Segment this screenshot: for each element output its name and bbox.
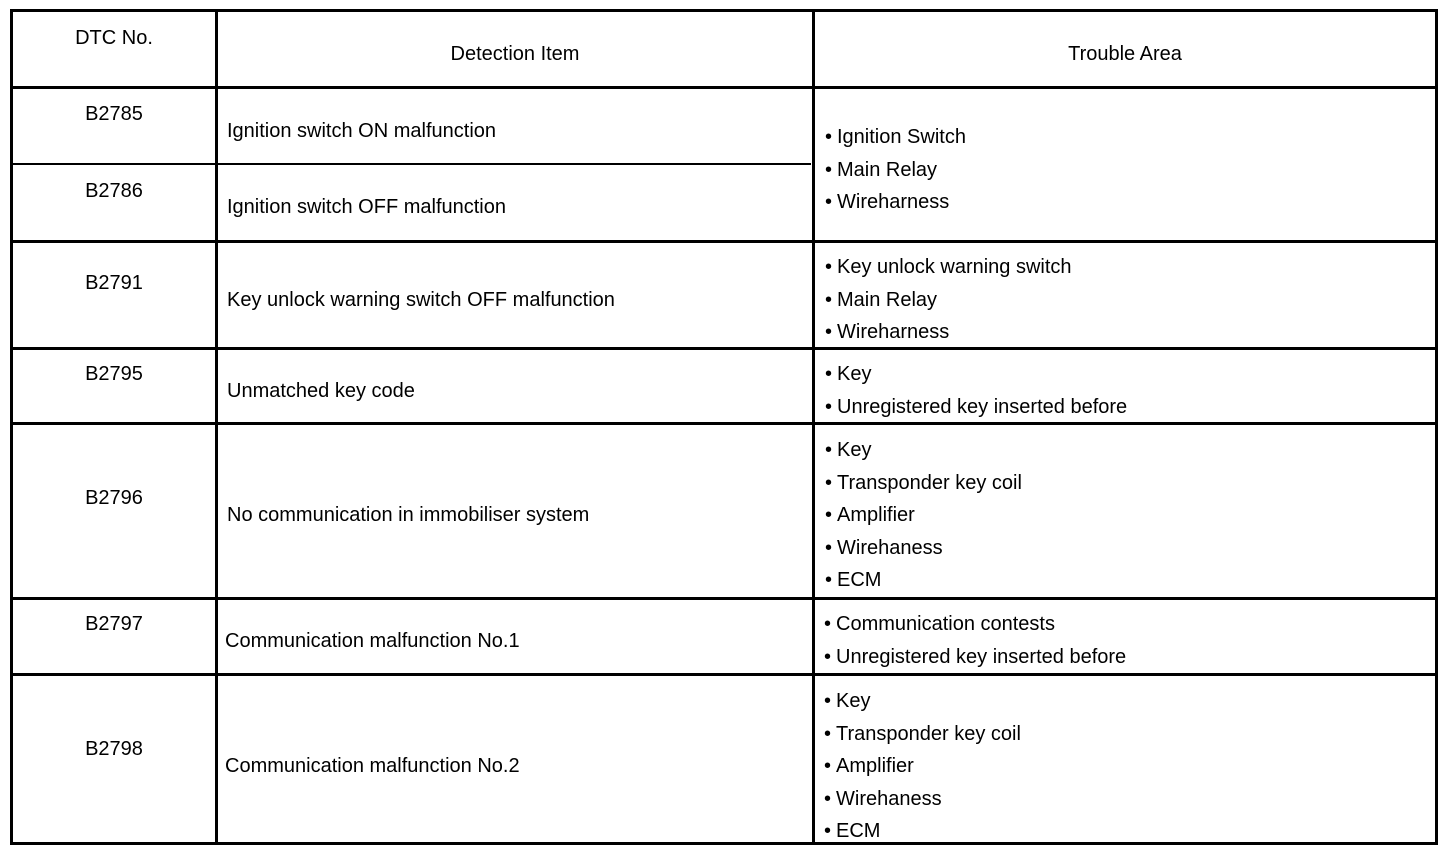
- detection-item: No communication in immobiliser system: [227, 504, 590, 526]
- detection-item: Communication malfunction No.1: [225, 630, 520, 652]
- dtc-code: B2791: [85, 272, 143, 294]
- trouble-area-item: • Wirehaness: [825, 532, 1022, 565]
- dtc-code: B2786: [85, 180, 143, 202]
- row-divider: [13, 163, 811, 165]
- trouble-area-item: • Communication contests: [824, 608, 1126, 641]
- dtc-table: [10, 9, 1438, 845]
- dtc-code: B2798: [85, 738, 143, 760]
- trouble-area-list: [825, 434, 1022, 597]
- trouble-area-item: • Unregistered key inserted before: [824, 641, 1126, 674]
- header-divider: [13, 86, 1435, 89]
- detection-item: Ignition switch ON malfunction: [227, 120, 497, 142]
- trouble-area-list: [825, 251, 1072, 349]
- row-divider: [13, 422, 1435, 425]
- trouble-area-item: • Unregistered key inserted before: [825, 391, 1127, 424]
- trouble-area-item: • ECM: [825, 564, 1022, 597]
- detection-item: Key unlock warning switch OFF malfunction: [227, 289, 615, 311]
- trouble-area-item: • Ignition Switch: [825, 121, 966, 154]
- trouble-area-item: • Amplifier: [825, 499, 1022, 532]
- trouble-area-item: • Key: [825, 434, 1022, 467]
- header-trouble-area: Trouble Area: [1068, 43, 1182, 65]
- trouble-area-list: [824, 608, 1126, 673]
- trouble-area-item: • ECM: [824, 815, 1021, 848]
- trouble-area-item: • Wireharness: [825, 316, 1072, 349]
- trouble-area-list: [825, 121, 966, 219]
- trouble-area-list: [825, 358, 1127, 423]
- header-detection-item: Detection Item: [450, 43, 580, 65]
- detection-item: Ignition switch OFF malfunction: [227, 196, 506, 218]
- dtc-code: B2795: [85, 363, 143, 385]
- dtc-code: B2797: [85, 613, 143, 635]
- header-dtc-no: DTC No.: [75, 27, 153, 49]
- detection-item: Communication malfunction No.2: [225, 755, 520, 777]
- row-divider: [13, 347, 1435, 350]
- trouble-area-item: • Main Relay: [825, 284, 1072, 317]
- row-divider: [13, 597, 1435, 600]
- row-divider: [13, 240, 1435, 243]
- column-divider: [812, 12, 815, 842]
- trouble-area-list: [824, 685, 1021, 848]
- column-divider: [215, 12, 218, 842]
- dtc-code: B2785: [85, 103, 143, 125]
- trouble-area-item: • Wireharness: [825, 186, 966, 219]
- detection-item: Unmatched key code: [227, 380, 415, 402]
- trouble-area-item: • Wirehaness: [824, 783, 1021, 816]
- trouble-area-item: • Amplifier: [824, 750, 1021, 783]
- trouble-area-item: • Transponder key coil: [825, 467, 1022, 500]
- trouble-area-item: • Key: [824, 685, 1021, 718]
- row-divider: [13, 673, 1435, 676]
- trouble-area-item: • Key: [825, 358, 1127, 391]
- trouble-area-item: • Key unlock warning switch: [825, 251, 1072, 284]
- trouble-area-item: • Transponder key coil: [824, 718, 1021, 751]
- trouble-area-item: • Main Relay: [825, 154, 966, 187]
- dtc-code: B2796: [85, 487, 143, 509]
